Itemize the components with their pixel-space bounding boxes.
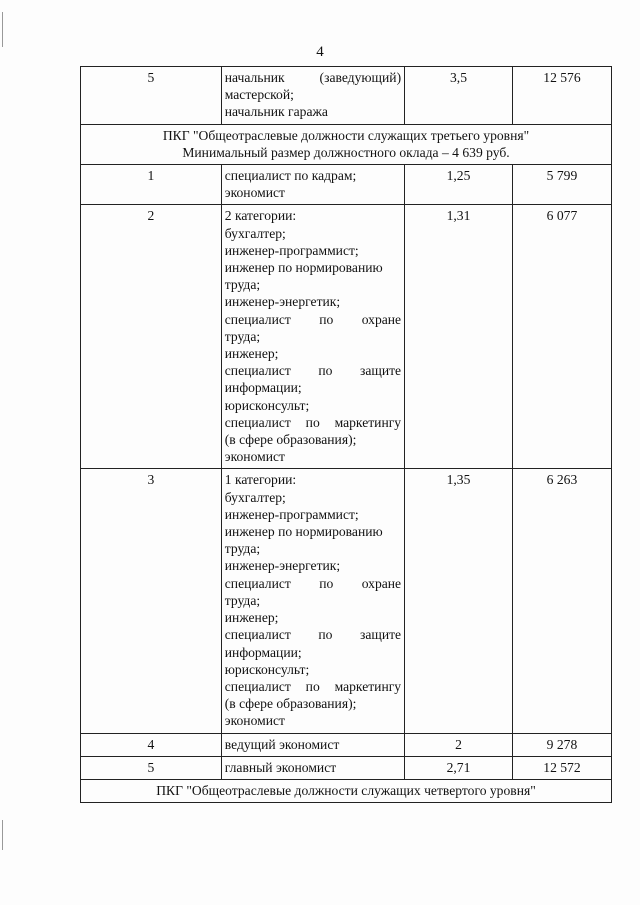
- row-number: 3: [81, 469, 222, 733]
- position-line: 2 категории:: [224, 208, 297, 224]
- position-line: главный экономист: [224, 759, 337, 775]
- table-row: [81, 469, 612, 733]
- group-title: ПКГ "Общеотраслевые должности служащих третьего уровня": [162, 127, 530, 143]
- position-line: бухгалтер;: [224, 489, 286, 505]
- position-line: юрисконсульт;: [224, 397, 310, 413]
- group-header-row: [81, 779, 612, 802]
- group-header-row: [81, 124, 612, 164]
- salary-cell: 5 799: [512, 165, 611, 205]
- position-line: юрисконсульт;: [224, 661, 310, 677]
- position-line: мастерской;: [224, 87, 294, 103]
- position-line: специалист по кадрам;: [224, 168, 357, 184]
- group-header: [81, 124, 612, 164]
- group-title: ПКГ "Общеотраслевые должности служащих четвертого уровня": [156, 782, 536, 798]
- position-line: начальник (заведующий): [224, 70, 402, 85]
- position-line: экономист: [224, 713, 285, 729]
- coefficient-cell: 2,71: [405, 756, 513, 779]
- position-line: информации;: [224, 644, 302, 660]
- position-line: труда;: [224, 541, 261, 557]
- row-number: 4: [81, 733, 222, 756]
- page-number: 4: [316, 44, 324, 60]
- position-line: специалист по охране: [224, 575, 402, 591]
- salary-cell: 9 278: [512, 733, 611, 756]
- position-line: труда;: [224, 277, 261, 293]
- group-header: [81, 779, 612, 802]
- salary-cell: 6 077: [512, 205, 611, 469]
- position-line: инженер-программист;: [224, 506, 359, 522]
- position-line: информации;: [224, 380, 302, 396]
- position-line: инженер по нормированию: [224, 260, 383, 276]
- position-cell: [221, 67, 404, 125]
- position-line: инженер-программист;: [224, 242, 359, 258]
- position-line: инженер по нормированию: [224, 524, 383, 540]
- salary-table: [80, 66, 612, 803]
- scan-artifact: [2, 820, 3, 850]
- coefficient-cell: 1,31: [405, 205, 513, 469]
- position-line: экономист: [224, 185, 285, 201]
- position-line: труда;: [224, 328, 261, 344]
- position-cell: [221, 165, 404, 205]
- table-row: [81, 67, 612, 125]
- position-cell: [221, 756, 404, 779]
- position-line: (в сфере образования);: [224, 696, 357, 712]
- scan-artifact: [2, 12, 3, 47]
- position-line: инженер;: [224, 610, 279, 626]
- position-line: специалист по защите: [224, 363, 402, 379]
- salary-cell: 6 263: [512, 469, 611, 733]
- row-number: 5: [81, 67, 222, 125]
- table-row: [81, 165, 612, 205]
- coefficient-cell: 2: [405, 733, 513, 756]
- row-number: 5: [81, 756, 222, 779]
- position-line: (в сфере образования);: [224, 432, 357, 448]
- table-row: [81, 756, 612, 779]
- position-line: инженер;: [224, 346, 279, 362]
- position-line: инженер-энергетик;: [224, 294, 341, 310]
- position-line: начальник гаража: [224, 104, 328, 120]
- position-line: 1 категории:: [224, 472, 297, 488]
- position-line: ведущий экономист: [224, 736, 340, 752]
- salary-cell: 12 576: [512, 67, 611, 125]
- row-number: 2: [81, 205, 222, 469]
- coefficient-cell: 1,35: [405, 469, 513, 733]
- coefficient-cell: 3,5: [405, 67, 513, 125]
- row-number: 1: [81, 165, 222, 205]
- position-line: экономист: [224, 449, 285, 465]
- position-cell: [221, 733, 404, 756]
- position-line: специалист по охране: [224, 311, 402, 327]
- table-row: [81, 733, 612, 756]
- position-line: специалист по маркетингу: [224, 678, 402, 694]
- table-row: [81, 205, 612, 469]
- position-line: специалист по маркетингу: [224, 414, 402, 430]
- position-line: труда;: [224, 592, 261, 608]
- group-min-salary: Минимальный размер должностного оклада – 4 639 руб.: [182, 144, 510, 160]
- position-line: инженер-энергетик;: [224, 558, 341, 574]
- position-line: бухгалтер;: [224, 225, 286, 241]
- position-cell: [221, 205, 404, 469]
- coefficient-cell: 1,25: [405, 165, 513, 205]
- position-cell: [221, 469, 404, 733]
- salary-cell: 12 572: [512, 756, 611, 779]
- position-line: специалист по защите: [224, 627, 402, 643]
